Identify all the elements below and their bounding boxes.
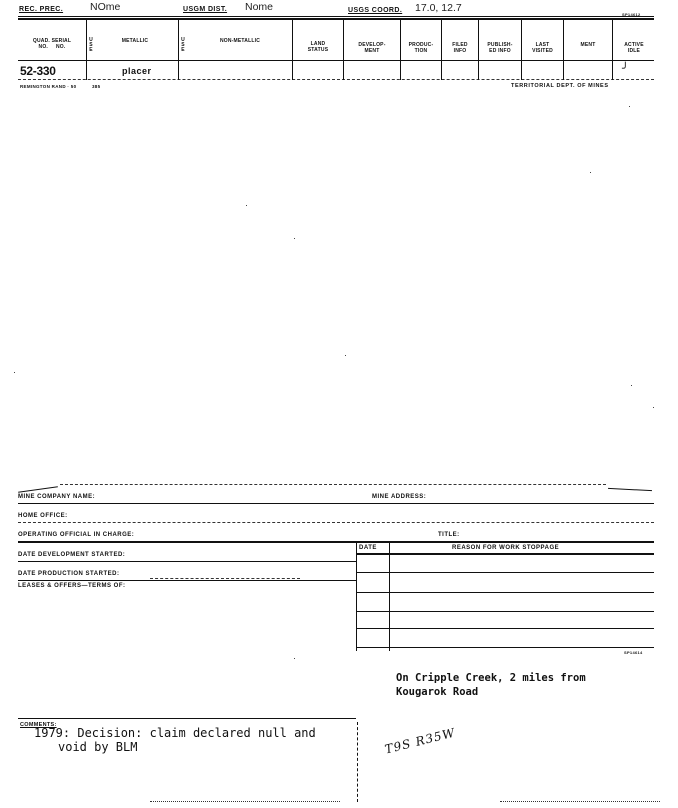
col-published-info: PUBLISH- ED INFO (487, 42, 513, 54)
col-divider (478, 18, 479, 80)
date-col-header: DATE (359, 545, 377, 551)
scan-speck (294, 658, 295, 659)
bottom-edge (500, 801, 660, 802)
col-divider (441, 18, 442, 80)
col-development: DEVELOP- MENT (358, 42, 386, 54)
stoppage-row (356, 611, 654, 612)
handwritten-township-range: T9S R35W (383, 725, 457, 757)
form-number-bottom: SP14614 (624, 650, 643, 655)
stoppage-table-mid (389, 541, 390, 651)
col-production: PRODUC- TION (408, 42, 434, 54)
col-quad-serial: QUAD. SERIAL NO. NO. (32, 38, 72, 50)
header-rule-top (18, 16, 654, 17)
usgm-dist-label: USGM DIST. (183, 6, 228, 13)
location-note-line2: Kougarok Road (396, 686, 479, 698)
col-divider (178, 18, 179, 80)
fold-mark (608, 488, 652, 491)
usgm-dist-value[interactable]: Nome (245, 1, 274, 13)
col-active-idle: ACTIVE IDLE (624, 42, 644, 54)
operating-official-label: OPERATING OFFICIAL IN CHARGE: (18, 532, 135, 538)
comments-right-edge (357, 722, 358, 802)
col-use-nonmetallic: U S E (181, 37, 185, 53)
comments-rule (18, 718, 356, 719)
reason-col-header: REASON FOR WORK STOPPAGE (452, 545, 560, 551)
col-divider (400, 18, 401, 80)
col-divider (343, 18, 344, 80)
stoppage-head-rule (356, 553, 654, 555)
printer-credit: REMINGTON RAND · 50 (20, 84, 77, 89)
form-rule-top (60, 484, 606, 485)
stoppage-table-left (356, 541, 357, 651)
serial-value[interactable]: 52-330 (20, 64, 56, 78)
row-rule (18, 541, 654, 543)
header-rule-mid (18, 60, 654, 61)
row-rule (18, 522, 654, 523)
rec-prec-label: REC. PREC. (19, 6, 64, 13)
row-rule (18, 503, 654, 504)
col-use-metallic: U S E (89, 37, 93, 53)
row-rule (18, 580, 356, 581)
scan-speck (345, 355, 346, 356)
stoppage-row (356, 572, 654, 573)
col-divider (612, 18, 613, 80)
stoppage-row (356, 628, 654, 629)
col-filed-info: FILED INFO (452, 42, 468, 54)
stoppage-row (356, 647, 654, 648)
fold-mark-left (18, 486, 58, 493)
scan-speck (294, 238, 295, 239)
col-divider (292, 18, 293, 80)
location-note-line1: On Cripple Creek, 2 miles from (396, 672, 586, 684)
printer-code: 385 (92, 84, 101, 89)
scan-speck (631, 385, 632, 386)
scan-speck (629, 106, 630, 107)
metallic-value[interactable]: placer (122, 66, 152, 76)
row-rule (150, 578, 300, 579)
territorial-dept: TERRITORIAL DEPT. OF MINES (511, 83, 609, 89)
scan-speck (653, 407, 654, 408)
date-development-label: DATE DEVELOPMENT STARTED: (18, 552, 126, 558)
usgs-coord-value[interactable]: 17.0, 12.7 (415, 2, 462, 14)
col-divider (521, 18, 522, 80)
mine-company-label: MINE COMPANY NAME: (18, 494, 96, 500)
col-ment: MENT (580, 42, 596, 48)
comment-line1: 1979: Decision: claim declared null and (34, 726, 316, 740)
col-divider (86, 18, 87, 80)
col-last-visited: LAST VISITED (532, 42, 553, 54)
usgs-coord-label: USGS COORD. (348, 7, 403, 14)
title-label: TITLE: (438, 532, 460, 538)
rec-prec-value[interactable]: NOme (90, 1, 121, 13)
row-rule (18, 561, 356, 562)
header-rule-bottom (18, 79, 654, 80)
comments-label: COMMENTS: (20, 722, 57, 728)
scan-speck (14, 372, 15, 373)
home-office-label: HOME OFFICE: (18, 513, 68, 519)
col-metallic: METALLIC (121, 38, 149, 44)
leases-label: LEASES & OFFERS—TERMS OF: (18, 583, 126, 589)
header-rule-top2 (18, 18, 654, 20)
bottom-edge (150, 801, 340, 802)
active-idle-mark[interactable]: ╯ (622, 63, 629, 75)
scan-speck (246, 205, 247, 206)
comment-line2: void by BLM (58, 740, 138, 754)
col-divider (563, 18, 564, 80)
mine-address-label: MINE ADDRESS: (372, 494, 427, 500)
col-land-status: LAND STATUS (307, 41, 329, 53)
col-non-metallic: NON-METALLIC (219, 38, 261, 44)
form-number-top: SP14612 (622, 12, 641, 17)
stoppage-row (356, 592, 654, 593)
scan-speck (590, 172, 591, 173)
date-production-label: DATE PRODUCTION STARTED: (18, 571, 120, 577)
